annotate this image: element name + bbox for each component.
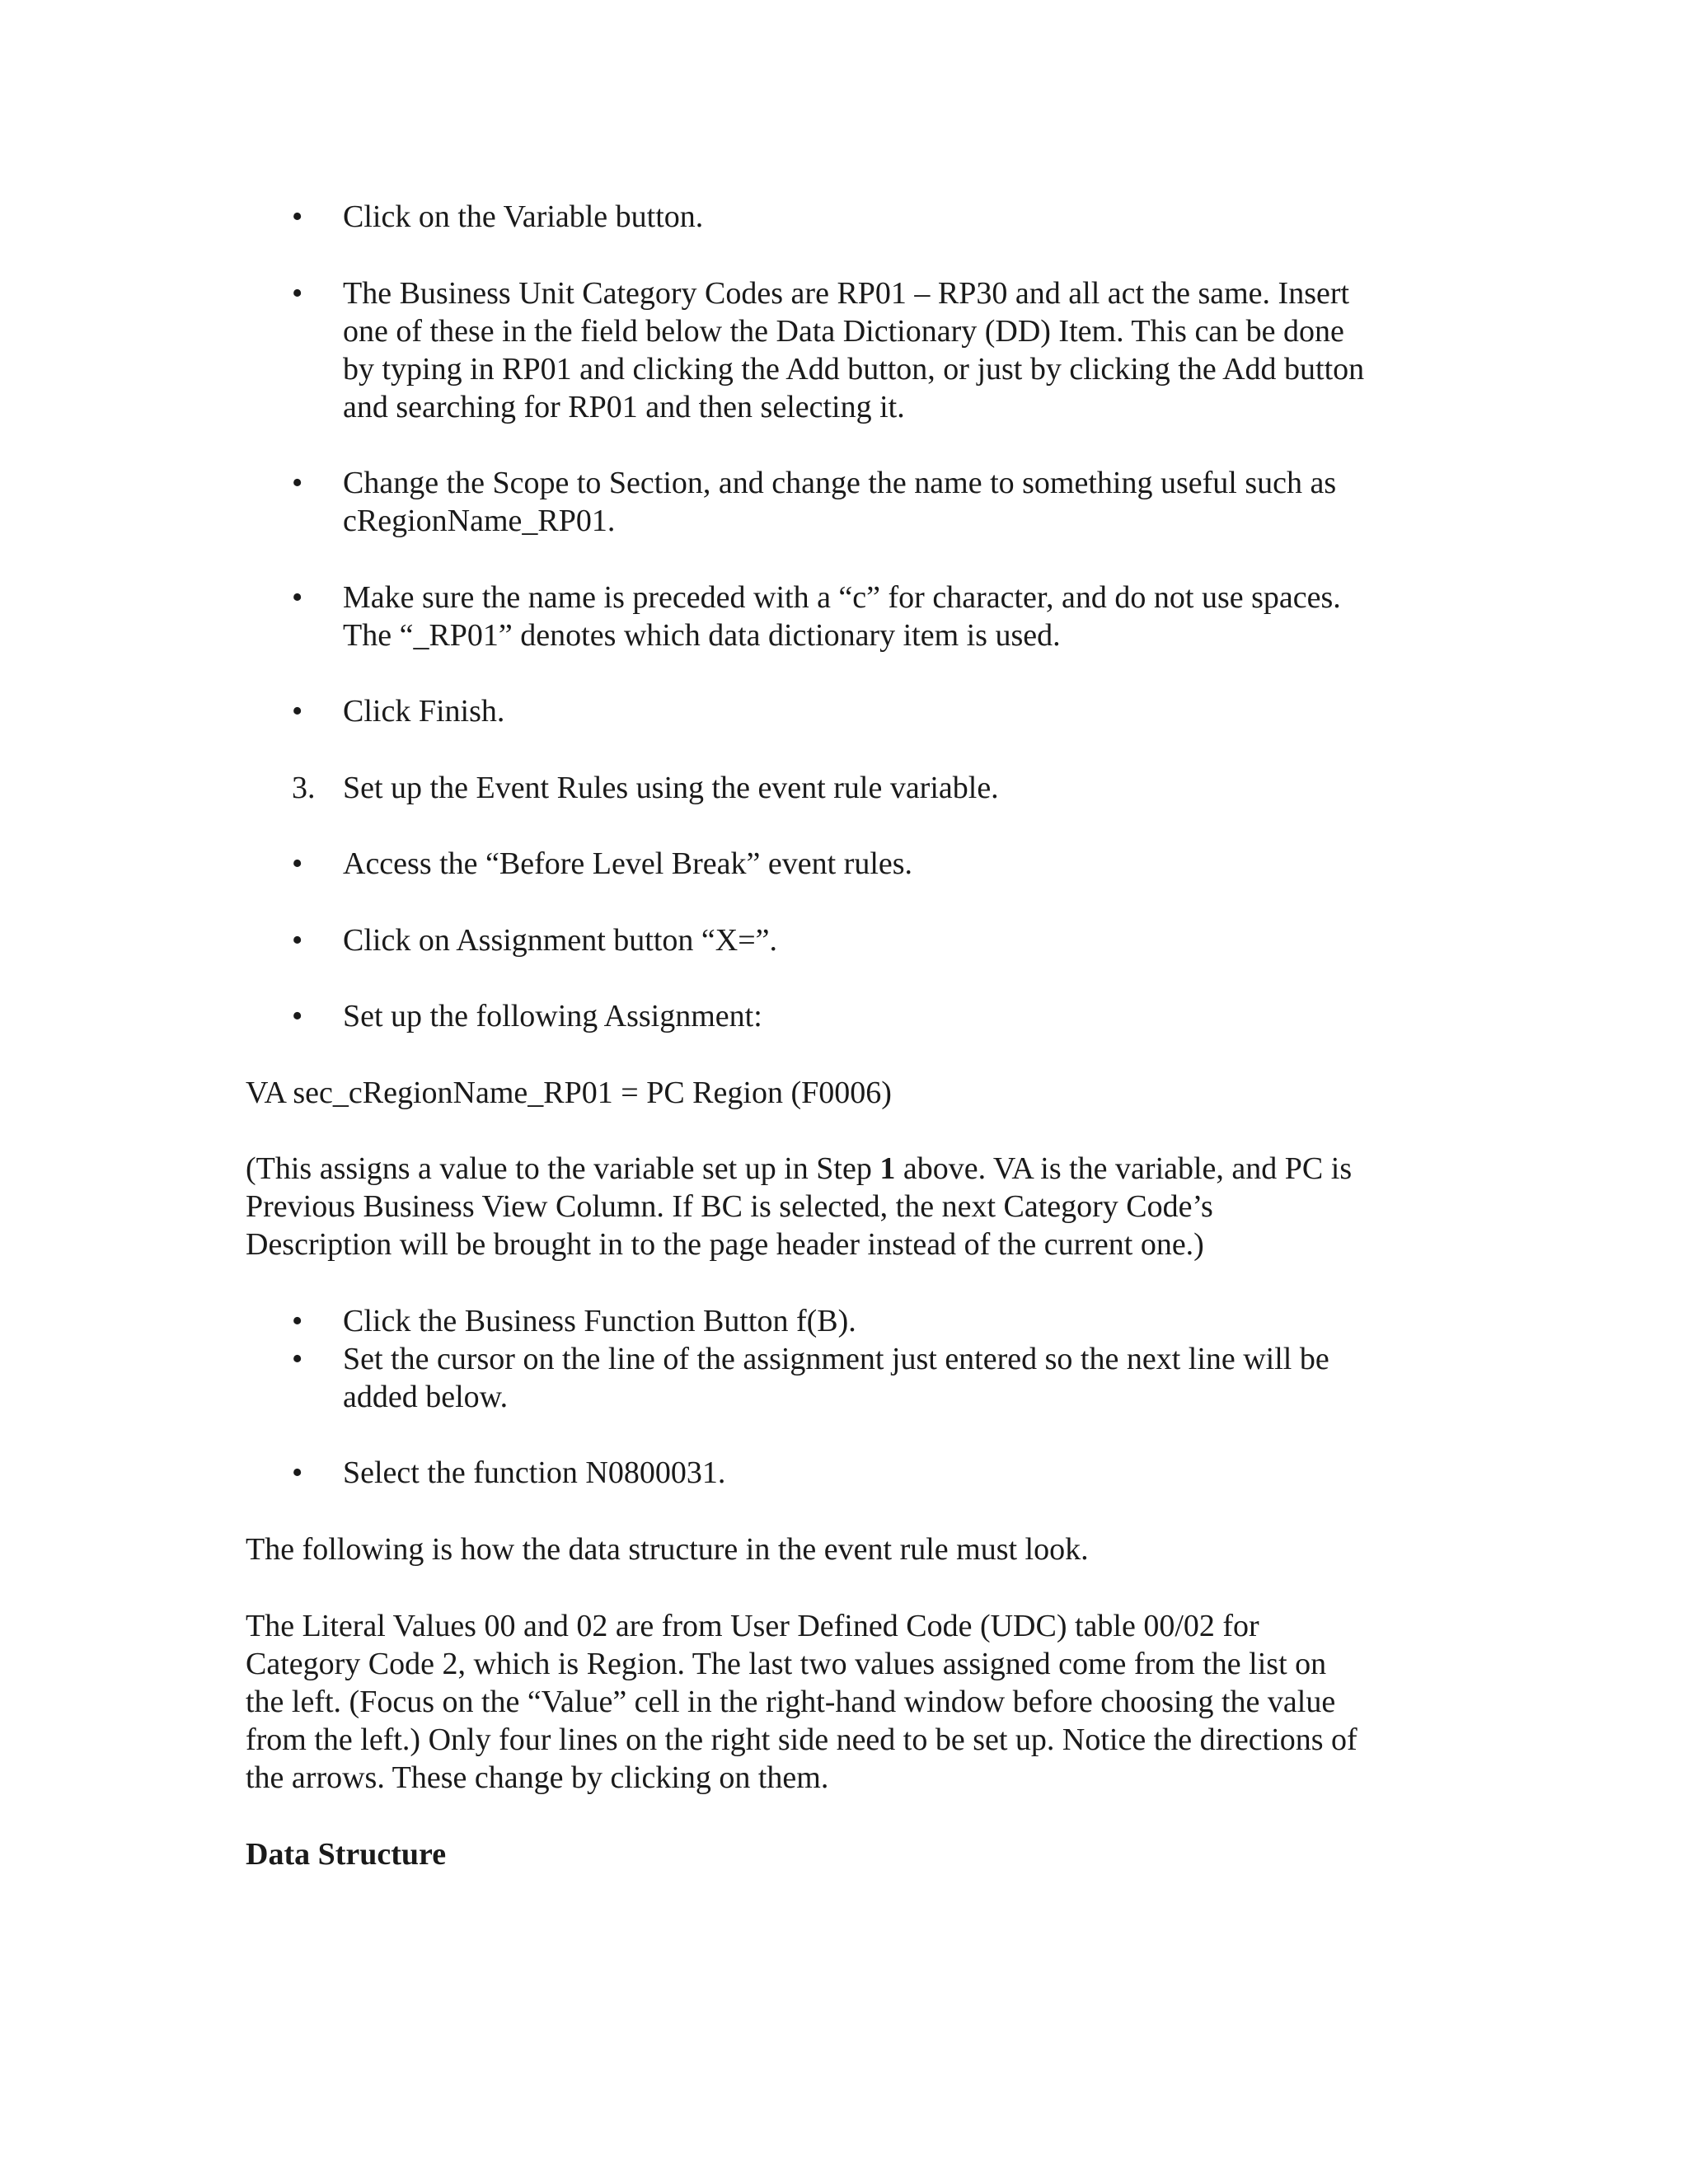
bullet-text: The “_RP01” denotes which data dictionary item is used. [343,618,1061,653]
bullet-text: Set the cursor on the line of the assignment just entered so the next line will be [343,1342,1329,1376]
bullet-text: cRegionName_RP01. [343,504,616,538]
bullet-text: Click the Business Function Button f(B). [343,1304,856,1338]
step-text: Set up the Event Rules using the event rule variable. [343,771,999,805]
explanation-line: Previous Business View Column. If BC is selected, the next Category Code’s [246,1189,1213,1224]
bullet-marker: • [292,580,303,615]
bullet-text: Change the Scope to Section, and change the name to something useful such as [343,466,1337,500]
paragraph-text: Category Code 2, which is Region. The last two values assigned come from the list on [246,1647,1327,1681]
bullet-marker: • [292,466,303,500]
explanation-line: Description will be brought in to the page header instead of the current one.) [246,1227,1204,1262]
bullet-text: added below. [343,1380,509,1414]
bullet-text: The Business Unit Category Codes are RP01 – RP30 and all act the same. Insert [343,276,1350,311]
bullet-text: Set up the following Assignment: [343,999,762,1033]
paragraph-text: the left. (Focus on the “Value” cell in the right-hand window before choosing the value [246,1685,1336,1719]
bullet-marker: • [292,694,303,729]
step-reference: 1 [879,1151,896,1186]
bullet-marker: • [292,999,303,1033]
bullet-marker: • [292,199,303,234]
bullet-text: Access the “Before Level Break” event rules. [343,846,913,881]
bullet-marker: • [292,1342,303,1376]
section-heading: Data Structure [246,1837,447,1872]
bullet-marker: • [292,1304,303,1338]
bullet-marker: • [292,276,303,311]
paragraph-text: the arrows. These change by clicking on them. [246,1760,829,1795]
paragraph-text: from the left.) Only four lines on the right side need to be set up. Notice the directions of [246,1722,1357,1757]
explanation-line [246,1150,1352,1188]
paragraph-text: The Literal Values 00 and 02 are from User Defined Code (UDC) table 00/02 for [246,1609,1259,1643]
bullet-marker: • [292,846,303,881]
bullet-marker: • [292,1455,303,1490]
bullet-text: Select the function N0800031. [343,1455,726,1490]
bullet-text: Click Finish. [343,694,505,729]
step-number: 3. [292,771,316,805]
paragraph-text: The following is how the data structure in the event rule must look. [246,1532,1089,1567]
bullet-text: Make sure the name is preceded with a “c” for character, and do not use spaces. [343,580,1341,615]
bullet-text: and searching for RP01 and then selecting it. [343,390,905,424]
bullet-text: by typing in RP01 and clicking the Add button, or just by clicking the Add button [343,352,1365,387]
bullet-text: Click on the Variable button. [343,199,704,234]
bullet-text: Click on Assignment button “X=”. [343,923,778,958]
bullet-marker: • [292,923,303,958]
explanation-text: (This assigns a value to the variable set up in Step [246,1151,880,1186]
explanation-text: above. VA is the variable, and PC is [895,1151,1353,1186]
bullet-text: one of these in the field below the Data Dictionary (DD) Item. This can be done [343,314,1344,349]
assignment-line: VA sec_cRegionName_RP01 = PC Region (F0006) [246,1076,892,1110]
